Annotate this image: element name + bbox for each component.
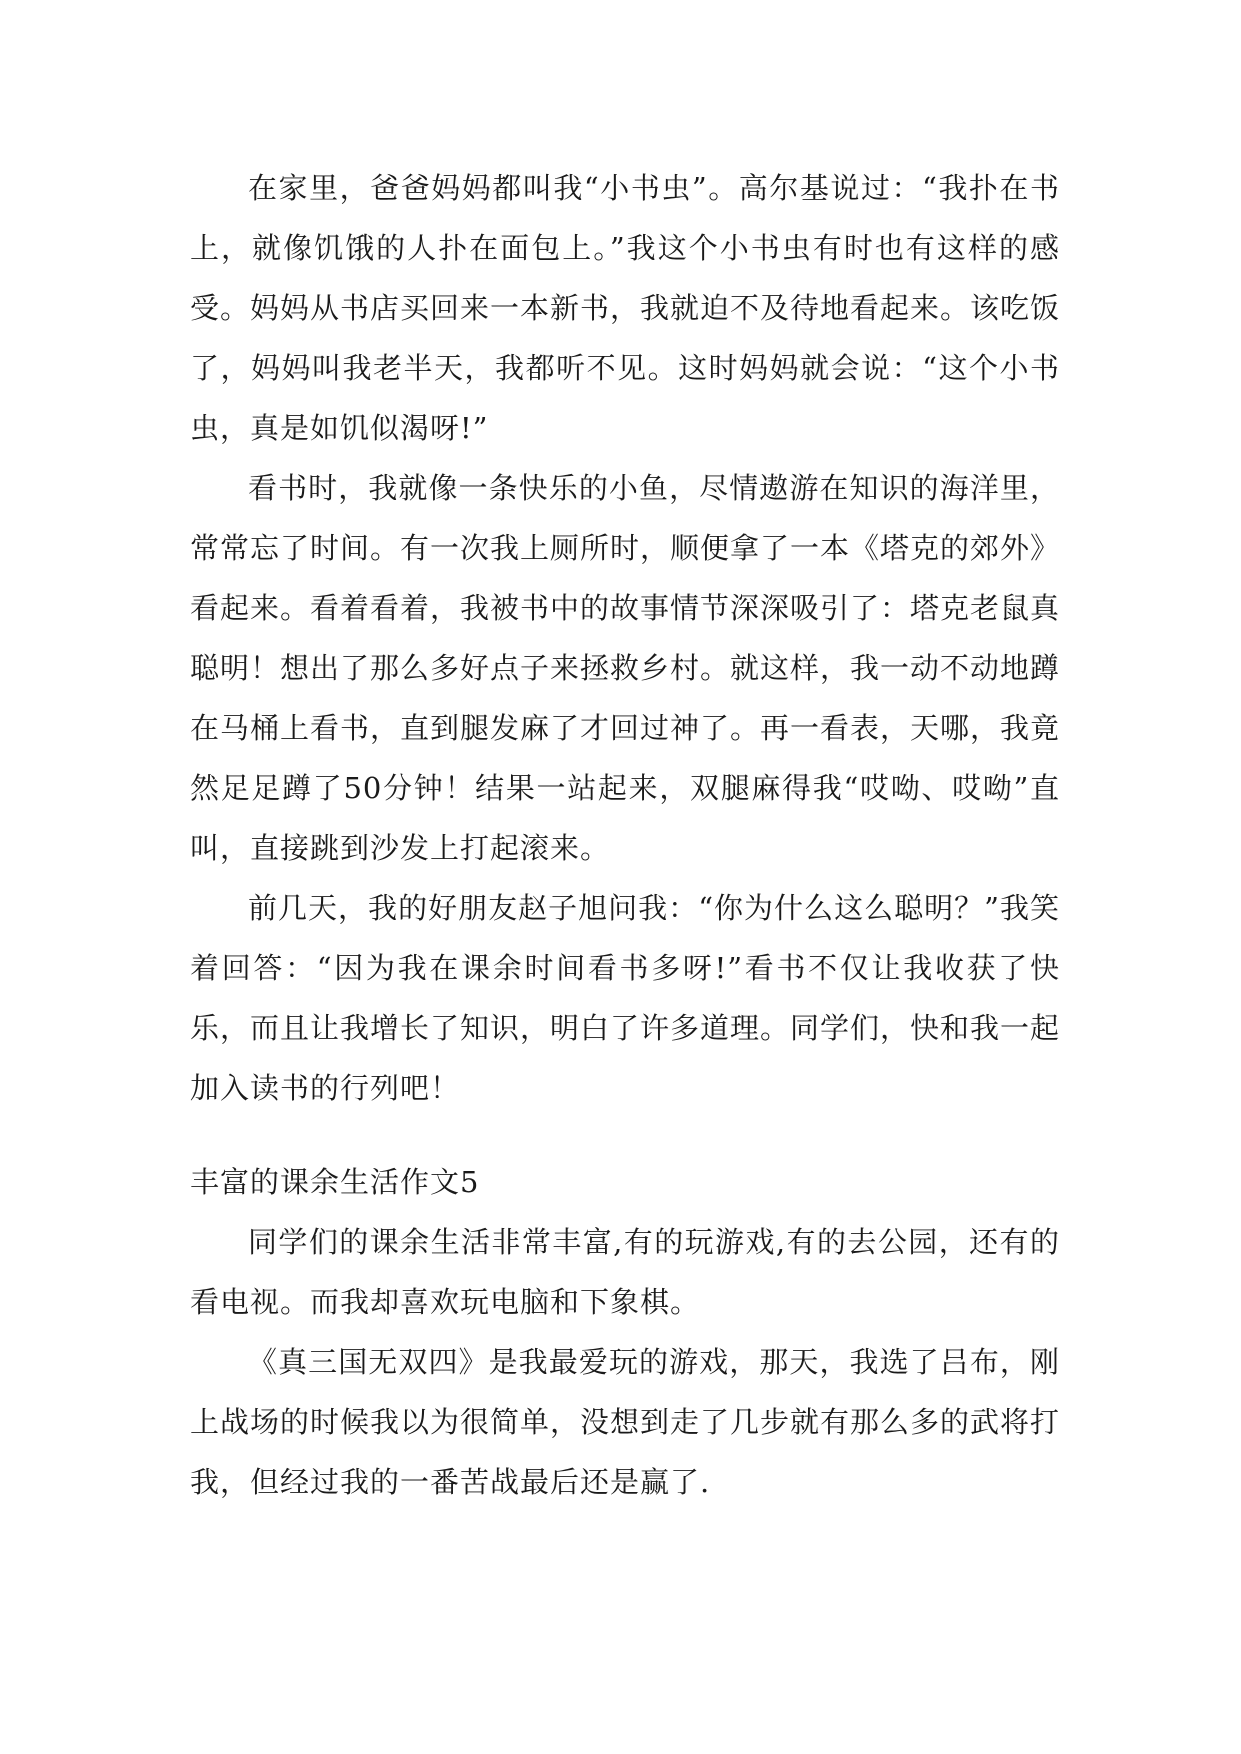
section-spacer: [190, 1118, 1060, 1152]
paragraph-bookworm-home: 在家里，爸爸妈妈都叫我“小书虫”。高尔基说过：“我扑在书上，就像饥饿的人扑在面包上。”我这个小书虫有时也有这样的感受。妈妈从书店买回来一本新书，我就迫不及待地看起来。该吃饭了，妈妈叫我老半天，我都听不见。这时妈妈就会说：“这个小书虫，真是如饥似渴呀!”: [190, 171, 1061, 445]
section-title: 丰富的课余生活作文5: [190, 1165, 480, 1199]
paragraph-after-school-hobbies: 同学们的课余生活非常丰富,有的玩游戏,有的去公园，还有的看电视。而我却喜欢玩电脑和下象棋。: [190, 1225, 1060, 1319]
document-page: [190, 158, 1060, 1512]
paragraph-reading-time: 看书时，我就像一条快乐的小鱼，尽情遨游在知识的海洋里，常常忘了时间。有一次我上厕所时，顺便拿了一本《塔克的郊外》看起来。看着看着，我被书中的故事情节深深吸引了：塔克老鼠真聪明！想出了那么多好点子来拯救乡村。就这样，我一动不动地蹲在马桶上看书，直到腿发麻了才回过神了。再一看表，天哪，我竟然足足蹲了50分钟！结果一站起来，双腿麻得我“哎呦、哎呦”直叫，直接跳到沙发上打起滚来。: [190, 471, 1061, 865]
paragraph-friend-question: 前几天，我的好朋友赵子旭问我：“你为什么这么聪明？”我笑着回答：“因为我在课余时间看书多呀!”看书不仅让我收获了快乐，而且让我增长了知识，明白了许多道理。同学们，快和我一起加入读书的行列吧！: [190, 891, 1061, 1105]
paragraph-game-story: 《真三国无双四》是我最爱玩的游戏，那天，我选了吕布，刚上战场的时候我以为很简单，没想到走了几步就有那么多的武将打我，但经过我的一番苦战最后还是赢了.: [190, 1345, 1061, 1499]
